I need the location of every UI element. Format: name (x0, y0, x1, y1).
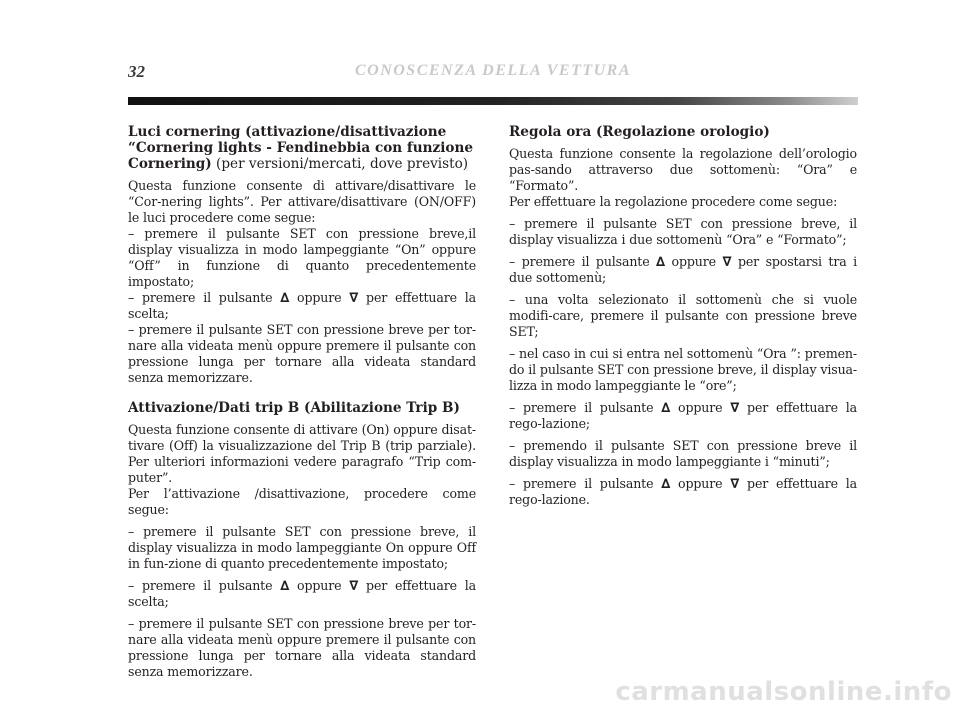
down-arrow-icon: ∇ (722, 255, 732, 270)
paragraph: – premendo il pulsante SET con pressione breve il display visualizza in modo lampeggiante i “minuti”; (509, 438, 857, 469)
paragraph (509, 254, 857, 286)
paragraph: Questa funzione consente di attivare (On) oppure disat-tivare (Off) la visualizzazione del Trip B (trip parziale). Per ulteriori informazioni vedere paragrafo “Trip com-puter”. (128, 422, 476, 485)
running-title: CONOSCENZA DELLA VETTURA (354, 62, 632, 79)
paragraph: – premere il pulsante SET con pressione breve per tor-nare alla videata menù oppure premere il pulsante con pressione lunga per tornare alla videata standard senza memorizzare. (128, 616, 476, 679)
section-title (128, 124, 476, 172)
paragraph: Per l’attivazione /disattivazione, procedere come segue: (128, 486, 476, 517)
paragraph (128, 578, 476, 610)
up-arrow-icon: ∆ (661, 401, 671, 416)
text-run: – premere il pulsante (128, 578, 281, 593)
header-rule (128, 97, 858, 105)
text-run: per spostarsi tra i due sottomenù; (509, 254, 857, 285)
text-run: – premere il pulsante (509, 254, 657, 269)
up-arrow-icon: ∆ (656, 255, 665, 270)
section-title-main: Luci cornering (attivazione/disattivazione “Cornering lights - Fendinebbia con funzione Cornering) (128, 124, 474, 172)
text-run: oppure (289, 578, 350, 593)
section-cornering-lights (128, 124, 476, 386)
paragraph: Per effettuare la regolazione procedere come segue: (509, 194, 838, 209)
section-trip-b (128, 400, 476, 680)
text-run: oppure (289, 290, 350, 305)
section-clock-adjust (509, 124, 857, 508)
left-column (128, 124, 476, 690)
paragraph: – premere il pulsante SET con pressione breve, il display visualizza i due sottomenù “Ora” e “Formato”; (509, 216, 857, 247)
paragraph (509, 400, 857, 432)
up-arrow-icon: ∆ (280, 291, 290, 306)
paragraph: – premere il pulsante SET con pressione breve,il display visualizza in modo lampeggiante “On” oppure “Off” in funzione di quanto precedentemente impostato; (128, 226, 476, 289)
down-arrow-icon: ∇ (730, 401, 740, 416)
paragraph: – premere il pulsante SET con pressione breve, il display visualizza in modo lampeggiante On oppure Off in fun-zione di quanto precedentemente impostato; (128, 524, 476, 571)
text-run: per effettuare la rego-lazione. (509, 476, 857, 507)
down-arrow-icon: ∇ (349, 291, 359, 306)
paragraph: – una volta selezionato il sottomenù che si vuole modifi-care, premere il pulsante con pressione breve SET; (509, 292, 857, 339)
up-arrow-icon: ∆ (280, 579, 290, 594)
text-run: per effettuare la scelta; (128, 290, 476, 321)
down-arrow-icon: ∇ (730, 477, 740, 492)
watermark: carmanualsonline.info (615, 677, 952, 707)
text-run: per effettuare la scelta; (128, 578, 476, 609)
paragraph: Questa funzione consente la regolazione dell’orologio pas-sando attraverso due sottomenù: “Ora” e “Formato”. (509, 146, 857, 193)
page-header (128, 62, 858, 102)
down-arrow-icon: ∇ (349, 579, 359, 594)
paragraph: Questa funzione consente di attivare/disattivare le “Cor-nering lights”. Per attivare/disattivare (ON/OFF) le luci procedere come segue: (128, 178, 476, 225)
paragraph: – premere il pulsante SET con pressione breve per tor-nare alla videata menù oppure premere il pulsante con pressione lunga per tornare alla videata standard senza memorizzare. (128, 322, 476, 385)
paragraph: – nel caso in cui si entra nel sottomenù “Ora ”: premen-do il pulsante SET con pressione breve, il display visua-lizza in modo lampeggiante le “ore”; (509, 346, 857, 393)
text-run: per effettuare la rego-lazione; (509, 400, 857, 431)
text-run: – premere il pulsante (509, 400, 662, 415)
paragraph (509, 476, 857, 508)
text-run: – premere il pulsante (128, 290, 281, 305)
text-run: oppure (670, 400, 731, 415)
paragraph (128, 290, 476, 322)
text-run: oppure (664, 254, 723, 269)
right-column (509, 124, 857, 518)
page-number: 32 (128, 62, 145, 81)
section-title-note: (per versioni/mercati, dove previsto) (211, 156, 469, 172)
text-run: oppure (670, 476, 731, 491)
section-title: Regola ora (Regolazione orologio) (509, 124, 770, 140)
up-arrow-icon: ∆ (661, 477, 671, 492)
text-run: – premere il pulsante (509, 476, 662, 491)
section-title: Attivazione/Dati trip B (Abilitazione Trip B) (128, 400, 460, 416)
